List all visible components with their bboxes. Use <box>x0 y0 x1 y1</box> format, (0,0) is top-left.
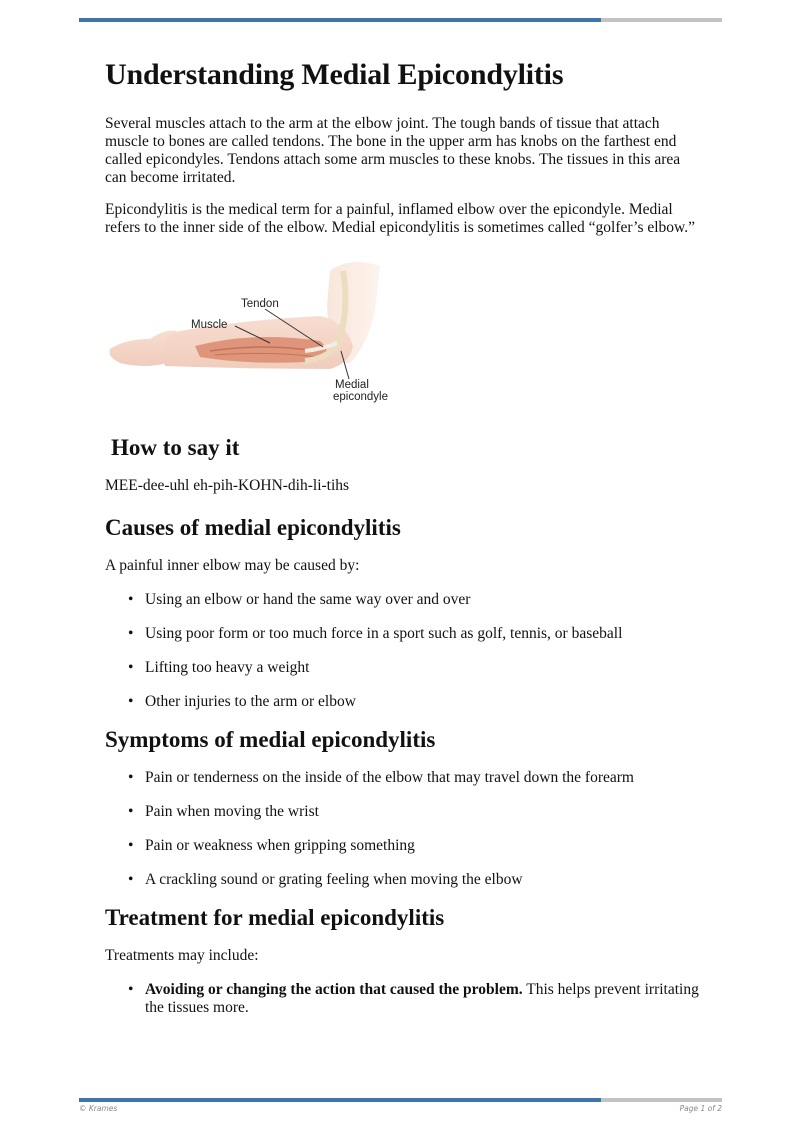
list-item-text: Using an elbow or hand the same way over and over <box>145 591 471 608</box>
bullet-icon: • <box>128 803 134 820</box>
footer-bar-blue <box>79 1098 601 1102</box>
bullet-icon: • <box>128 871 134 888</box>
label-epicondyle: epicondyle <box>333 391 388 403</box>
symptoms-list <box>105 769 705 889</box>
label-muscle: Muscle <box>191 319 228 331</box>
bullet-icon: • <box>128 837 134 854</box>
list-item-text: Lifting too heavy a weight <box>145 659 310 676</box>
list-item <box>128 871 705 889</box>
label-tendon: Tendon <box>241 298 279 310</box>
bullet-icon: • <box>128 693 134 710</box>
list-item <box>128 769 705 787</box>
bullet-icon: • <box>128 659 134 676</box>
treatment-list <box>105 981 705 1017</box>
list-item-text: Pain when moving the wrist <box>145 803 319 820</box>
list-item-text: Pain or weakness when gripping something <box>145 837 415 854</box>
list-item-bold-text: Avoiding or changing the action that caused the problem. <box>145 981 523 998</box>
causes-list <box>105 591 705 711</box>
bullet-icon: • <box>128 591 134 608</box>
header-bar-gray <box>601 18 722 22</box>
list-item <box>128 591 705 609</box>
document-body <box>105 55 705 1033</box>
heading-symptoms: Symptoms of medial epicondylitis <box>105 727 436 752</box>
heading-how-to-say-it: How to say it <box>111 435 240 460</box>
bullet-icon: • <box>128 625 134 642</box>
bullet-icon: • <box>128 769 134 786</box>
label-medial: Medial <box>335 379 369 391</box>
footer-page-number: Page 1 of 2 <box>679 1104 722 1113</box>
footer-copyright: © Krames <box>79 1104 118 1113</box>
header-bar-blue <box>79 18 601 22</box>
list-item <box>128 981 705 1017</box>
elbow-anatomy-illustration <box>105 251 405 411</box>
footer-bar-gray <box>601 1098 722 1102</box>
causes-intro: A painful inner elbow may be caused by: <box>105 557 360 574</box>
intro-paragraph-2: Epicondylitis is the medical term for a painful, inflamed elbow over the epicondyle. Medial refers to the inner side of the elbow. Medial epicondylitis is sometimes called “golfer’s elbow.” <box>105 201 695 236</box>
heading-causes: Causes of medial epicondylitis <box>105 515 401 540</box>
list-item-text: Using poor form or too much force in a sport such as golf, tennis, or baseball <box>145 625 623 642</box>
list-item-text: Other injuries to the arm or elbow <box>145 693 356 710</box>
list-item-text: Pain or tenderness on the inside of the elbow that may travel down the forearm <box>145 769 634 786</box>
list-item <box>128 625 705 643</box>
pronunciation-text: MEE-dee-uhl eh-pih-KOHN-dih-li-tihs <box>105 477 350 494</box>
list-item-text: A crackling sound or grating feeling when moving the elbow <box>145 871 523 888</box>
heading-treatment: Treatment for medial epicondylitis <box>105 905 445 930</box>
list-item <box>128 693 705 711</box>
page-title: Understanding Medial Epicondylitis <box>105 58 564 91</box>
footer-progress-bar <box>79 1098 722 1102</box>
header-progress-bar <box>79 18 722 22</box>
list-item <box>128 659 705 677</box>
intro-paragraph-1: Several muscles attach to the arm at the elbow joint. The tough bands of tissue that attach muscle to bones are called tendons. The bone in the upper arm has knobs on the farthest end called epicondyles. Tendons attach some arm muscles to these knobs. The tissues in this area can become irritated. <box>105 115 681 186</box>
list-item <box>128 803 705 821</box>
bullet-icon: • <box>128 981 134 998</box>
list-item-text: This helps prevent irritating the tissues more. <box>145 981 699 1016</box>
list-item <box>128 837 705 855</box>
treatment-intro: Treatments may include: <box>105 947 259 964</box>
